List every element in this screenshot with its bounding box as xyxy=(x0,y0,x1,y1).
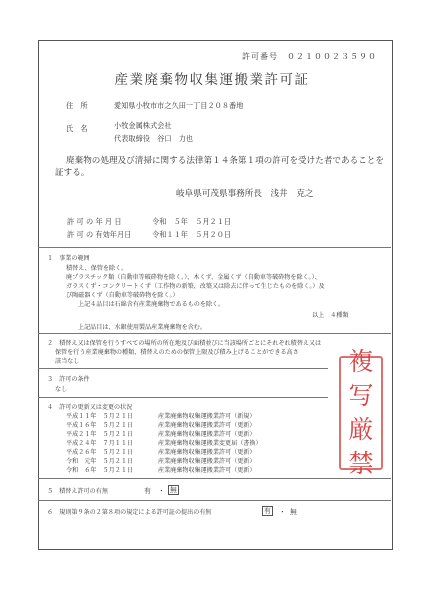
history-row-date: 平成２４年 ７月１１日 xyxy=(66,440,134,447)
history-row-desc: 産業廃棄物収集運搬業許可（更新） xyxy=(158,422,256,429)
history-row-date: 令和 元年 ５月２１日 xyxy=(66,458,134,465)
section-1-count: 以上 ４種類 xyxy=(312,312,349,319)
stamp-char: 複 xyxy=(348,347,374,376)
section-1-line-5: 上記４品目は石綿含有産業廃棄物であるものを除く。 xyxy=(78,301,225,308)
history-row-desc: 産業廃棄物収集運搬業許可（更新） xyxy=(158,458,256,465)
address-value: 愛知県小牧市市之久田一丁目２０８番地 xyxy=(114,101,244,110)
history-row-date: 平成２６年 ５月２１日 xyxy=(66,449,134,456)
stamp-char: 禁 xyxy=(348,449,374,478)
divider xyxy=(38,368,328,369)
history-row-desc: 産業廃棄物収集運搬業許可（新規） xyxy=(158,413,256,420)
section-6-option-no: 無 xyxy=(290,508,297,516)
history-row-date: 平成２１年 ５月２１日 xyxy=(66,431,134,438)
section-3-line-1: なし xyxy=(55,386,68,393)
history-row-desc: 産業廃棄物収集運搬業変更届（書換） xyxy=(158,440,262,447)
section-1-line-1: 積替え、保管を除く。 xyxy=(66,265,128,272)
divider xyxy=(38,333,391,334)
section-5-separator: ・ xyxy=(158,487,165,495)
history-row-date: 平成１１年 ５月２１日 xyxy=(66,413,134,420)
section-6-option-yes: 有 xyxy=(264,507,271,515)
copy-prohibited-stamp xyxy=(339,347,383,478)
name-label: 氏 名 xyxy=(66,124,88,133)
valid-date-value: 令和１１年 ５月２０日 xyxy=(152,230,232,239)
section-2-line-1: 保管を行う産業廃棄物の種類、積替えのための保管上限及び積み上げることができる高さ xyxy=(55,349,299,356)
section-1-line-3: ガラスくず・コンクリートくず（工作物の新築、改築又は除去に伴って生じたものを除く。）及 xyxy=(66,283,325,290)
history-row-desc: 産業廃棄物収集運搬業許可（更新） xyxy=(158,467,256,474)
representative-name: 代表取締役 谷口 力也 xyxy=(114,134,194,143)
section-2-line-2: 該当なし xyxy=(55,358,80,365)
section-5-option-no: 無 xyxy=(170,486,177,494)
statement-line-1: 廃棄物の処理及び清掃に関する法律第１４条第１項の許可を受けた者であることを xyxy=(66,156,384,166)
valid-date-label: 許 可 の 有効年月日 xyxy=(67,230,132,239)
statement-line-2: 証する。 xyxy=(55,168,90,178)
section-5-heading: ５ 積替え許可の有無 xyxy=(47,488,108,495)
document-title: 産業廃棄物収集運搬業許可証 xyxy=(114,72,310,88)
section-2-heading: ２ 積替え又は保管を行うすべての場所の所在地及び面積並びに当該場所ごとにそれぞれ積替え又は xyxy=(47,340,322,347)
permit-number: 許可番号 ０２１００２３５９０ xyxy=(242,52,377,61)
stamp-char: 厳 xyxy=(348,415,374,444)
stamp-char: 写 xyxy=(348,381,374,410)
permit-date-value: 令和 ５年 ５月２１日 xyxy=(152,217,232,226)
history-row-date: 令和 ６年 ５月２１日 xyxy=(66,467,134,474)
divider xyxy=(38,247,391,248)
address-label: 住 所 xyxy=(66,101,88,110)
section-4-heading: ４ 許可の更新又は変更の状況 xyxy=(47,404,133,411)
divider xyxy=(38,478,391,479)
section-5-option-no-selected xyxy=(168,485,179,495)
issuer: 岐阜県可茂県事務所長 浅井 克之 xyxy=(176,189,314,199)
permit-date-label: 許 可 の 年 月 日 xyxy=(67,217,122,226)
section-1-line-2: 廃プラスチック類（自動車等破砕物を除く。）、木くず、金属くず（自動車等破砕物を除く。）、 xyxy=(66,274,321,281)
history-row-desc: 産業廃棄物収集運搬業許可（更新） xyxy=(158,449,256,456)
section-1-heading: １ 事業の範囲 xyxy=(47,255,90,262)
section-1-note: 上記品目は、水銀使用製品産業廃棄物を含む。 xyxy=(78,324,206,331)
section-3-heading: ３ 許可の条件 xyxy=(47,376,90,383)
divider xyxy=(38,397,328,398)
history-row-date: 平成１６年 ５月２１日 xyxy=(66,422,134,429)
history-row-desc: 産業廃棄物収集運搬業許可（更新） xyxy=(158,431,256,438)
section-5-option-yes: 有 xyxy=(144,487,151,495)
company-name: 小牧金属株式会社 xyxy=(114,121,172,130)
section-6-heading: ６ 規則第９条の２第８項の規定による許可証の提出の有無 xyxy=(47,509,212,516)
section-6-option-yes-selected xyxy=(262,506,273,516)
section-1-line-4: び陶磁器くず（自動車等破砕物を除く。） xyxy=(66,292,179,299)
divider xyxy=(38,500,391,501)
section-6-separator: ・ xyxy=(279,508,286,516)
